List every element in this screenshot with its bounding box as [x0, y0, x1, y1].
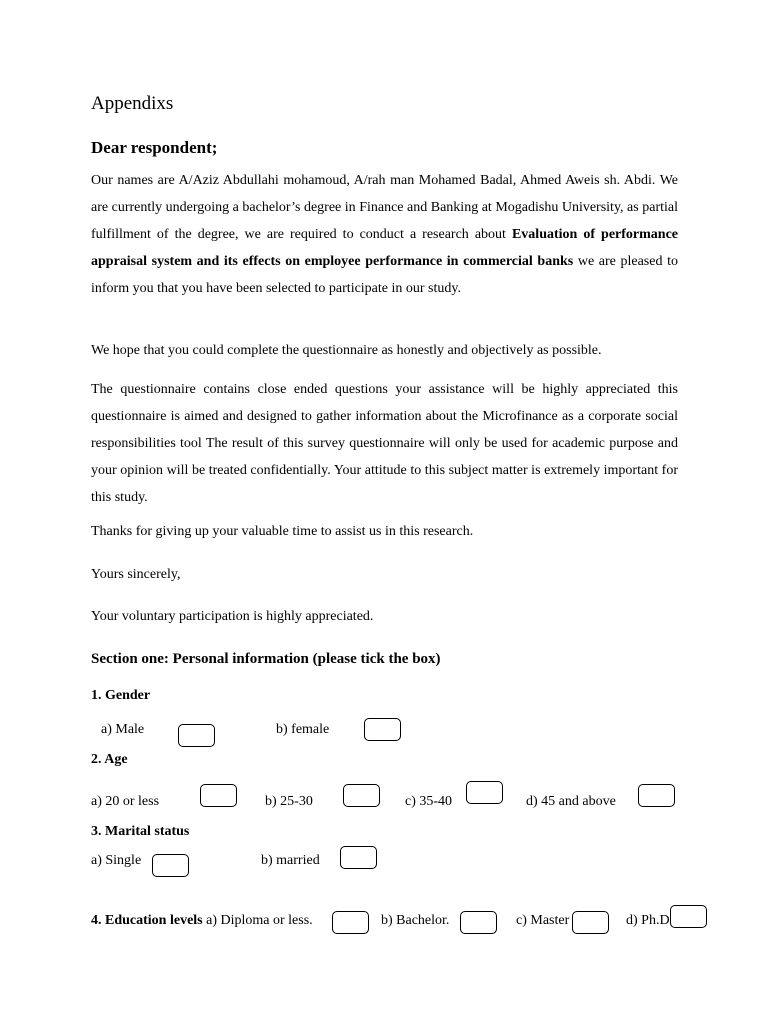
voluntary-text: Your voluntary participation is highly appreciated. [91, 609, 374, 624]
age-option-25-30: b) 25-30 [265, 794, 313, 809]
intro-text-2: we are pleased to inform you that you have been selected to participate in our study. [91, 254, 678, 296]
intro-text-1: Our names are A/Aziz Abdullahi mohamoud, A/rah man Mohamed Badal, Ahmed Aweis sh. Abdi. We are currently undergoing a bachelor’s degree in Finance and Banking at Mogadishu University, as partial fulfillment of the degree, we are required to conduct a research about [91, 173, 678, 242]
education-label: 4. Education levels [91, 913, 203, 928]
section-one-title: Section one: Personal information (please tick the box) [91, 651, 441, 667]
hope-text: We hope that you could complete the questionnaire as honestly and objectively as possible. [91, 343, 602, 358]
age-option-20-or-less: a) 20 or less [91, 794, 160, 809]
education-option-diploma: a) Diploma or less. [202, 913, 313, 928]
research-title: Evaluation of performance appraisal system and its effects on employee performance in commercial banks [91, 227, 678, 269]
marital-married-checkbox[interactable] [340, 846, 377, 869]
age-option-45-and-above: d) 45 and above [526, 794, 616, 809]
education-diploma-checkbox[interactable] [332, 911, 369, 934]
intro-paragraph [91, 167, 678, 302]
education-bachelor-checkbox[interactable] [460, 911, 497, 934]
education-option-master: c) Master [516, 913, 570, 928]
education-phd-checkbox[interactable] [670, 905, 707, 928]
age-option-35-40: c) 35-40 [405, 794, 453, 809]
age-20-or-less-checkbox[interactable] [200, 784, 237, 807]
questionnaire-paragraph: The questionnaire contains close ended questions your assistance will be highly appreciated this questionnaire is aimed and designed to gather information about the Microfinance as a corporate social responsibilities tool The result of this survey questionnaire will only be used for academic purpose and your opinion will be treated confidentially. Your attitude to this subject matter is extremely important for this study. [91, 382, 678, 505]
salutation: Dear respondent; [91, 138, 218, 157]
marital-option-married: b) married [261, 853, 320, 868]
education-master-checkbox[interactable] [572, 911, 609, 934]
marital-single-checkbox[interactable] [152, 854, 189, 877]
gender-option-male: a) Male [101, 722, 145, 737]
closing-text: Yours sincerely, [91, 567, 181, 582]
age-35-40-checkbox[interactable] [466, 781, 503, 804]
gender-male-checkbox[interactable] [178, 724, 215, 747]
age-25-30-checkbox[interactable] [343, 784, 380, 807]
gender-option-female: b) female [276, 722, 330, 737]
gender-female-checkbox[interactable] [364, 718, 401, 741]
marital-status-label: 3. Marital status [91, 824, 190, 839]
age-45-and-above-checkbox[interactable] [638, 784, 675, 807]
age-label: 2. Age [91, 752, 128, 767]
appendix-heading: Appendixs [91, 93, 174, 114]
education-option-phd: d) Ph.D [626, 913, 670, 928]
education-option-bachelor: b) Bachelor. [381, 913, 450, 928]
education-row [91, 913, 313, 929]
marital-option-single: a) Single [91, 853, 142, 868]
gender-label: 1. Gender [91, 688, 151, 703]
thanks-text: Thanks for giving up your valuable time to assist us in this research. [91, 524, 474, 539]
